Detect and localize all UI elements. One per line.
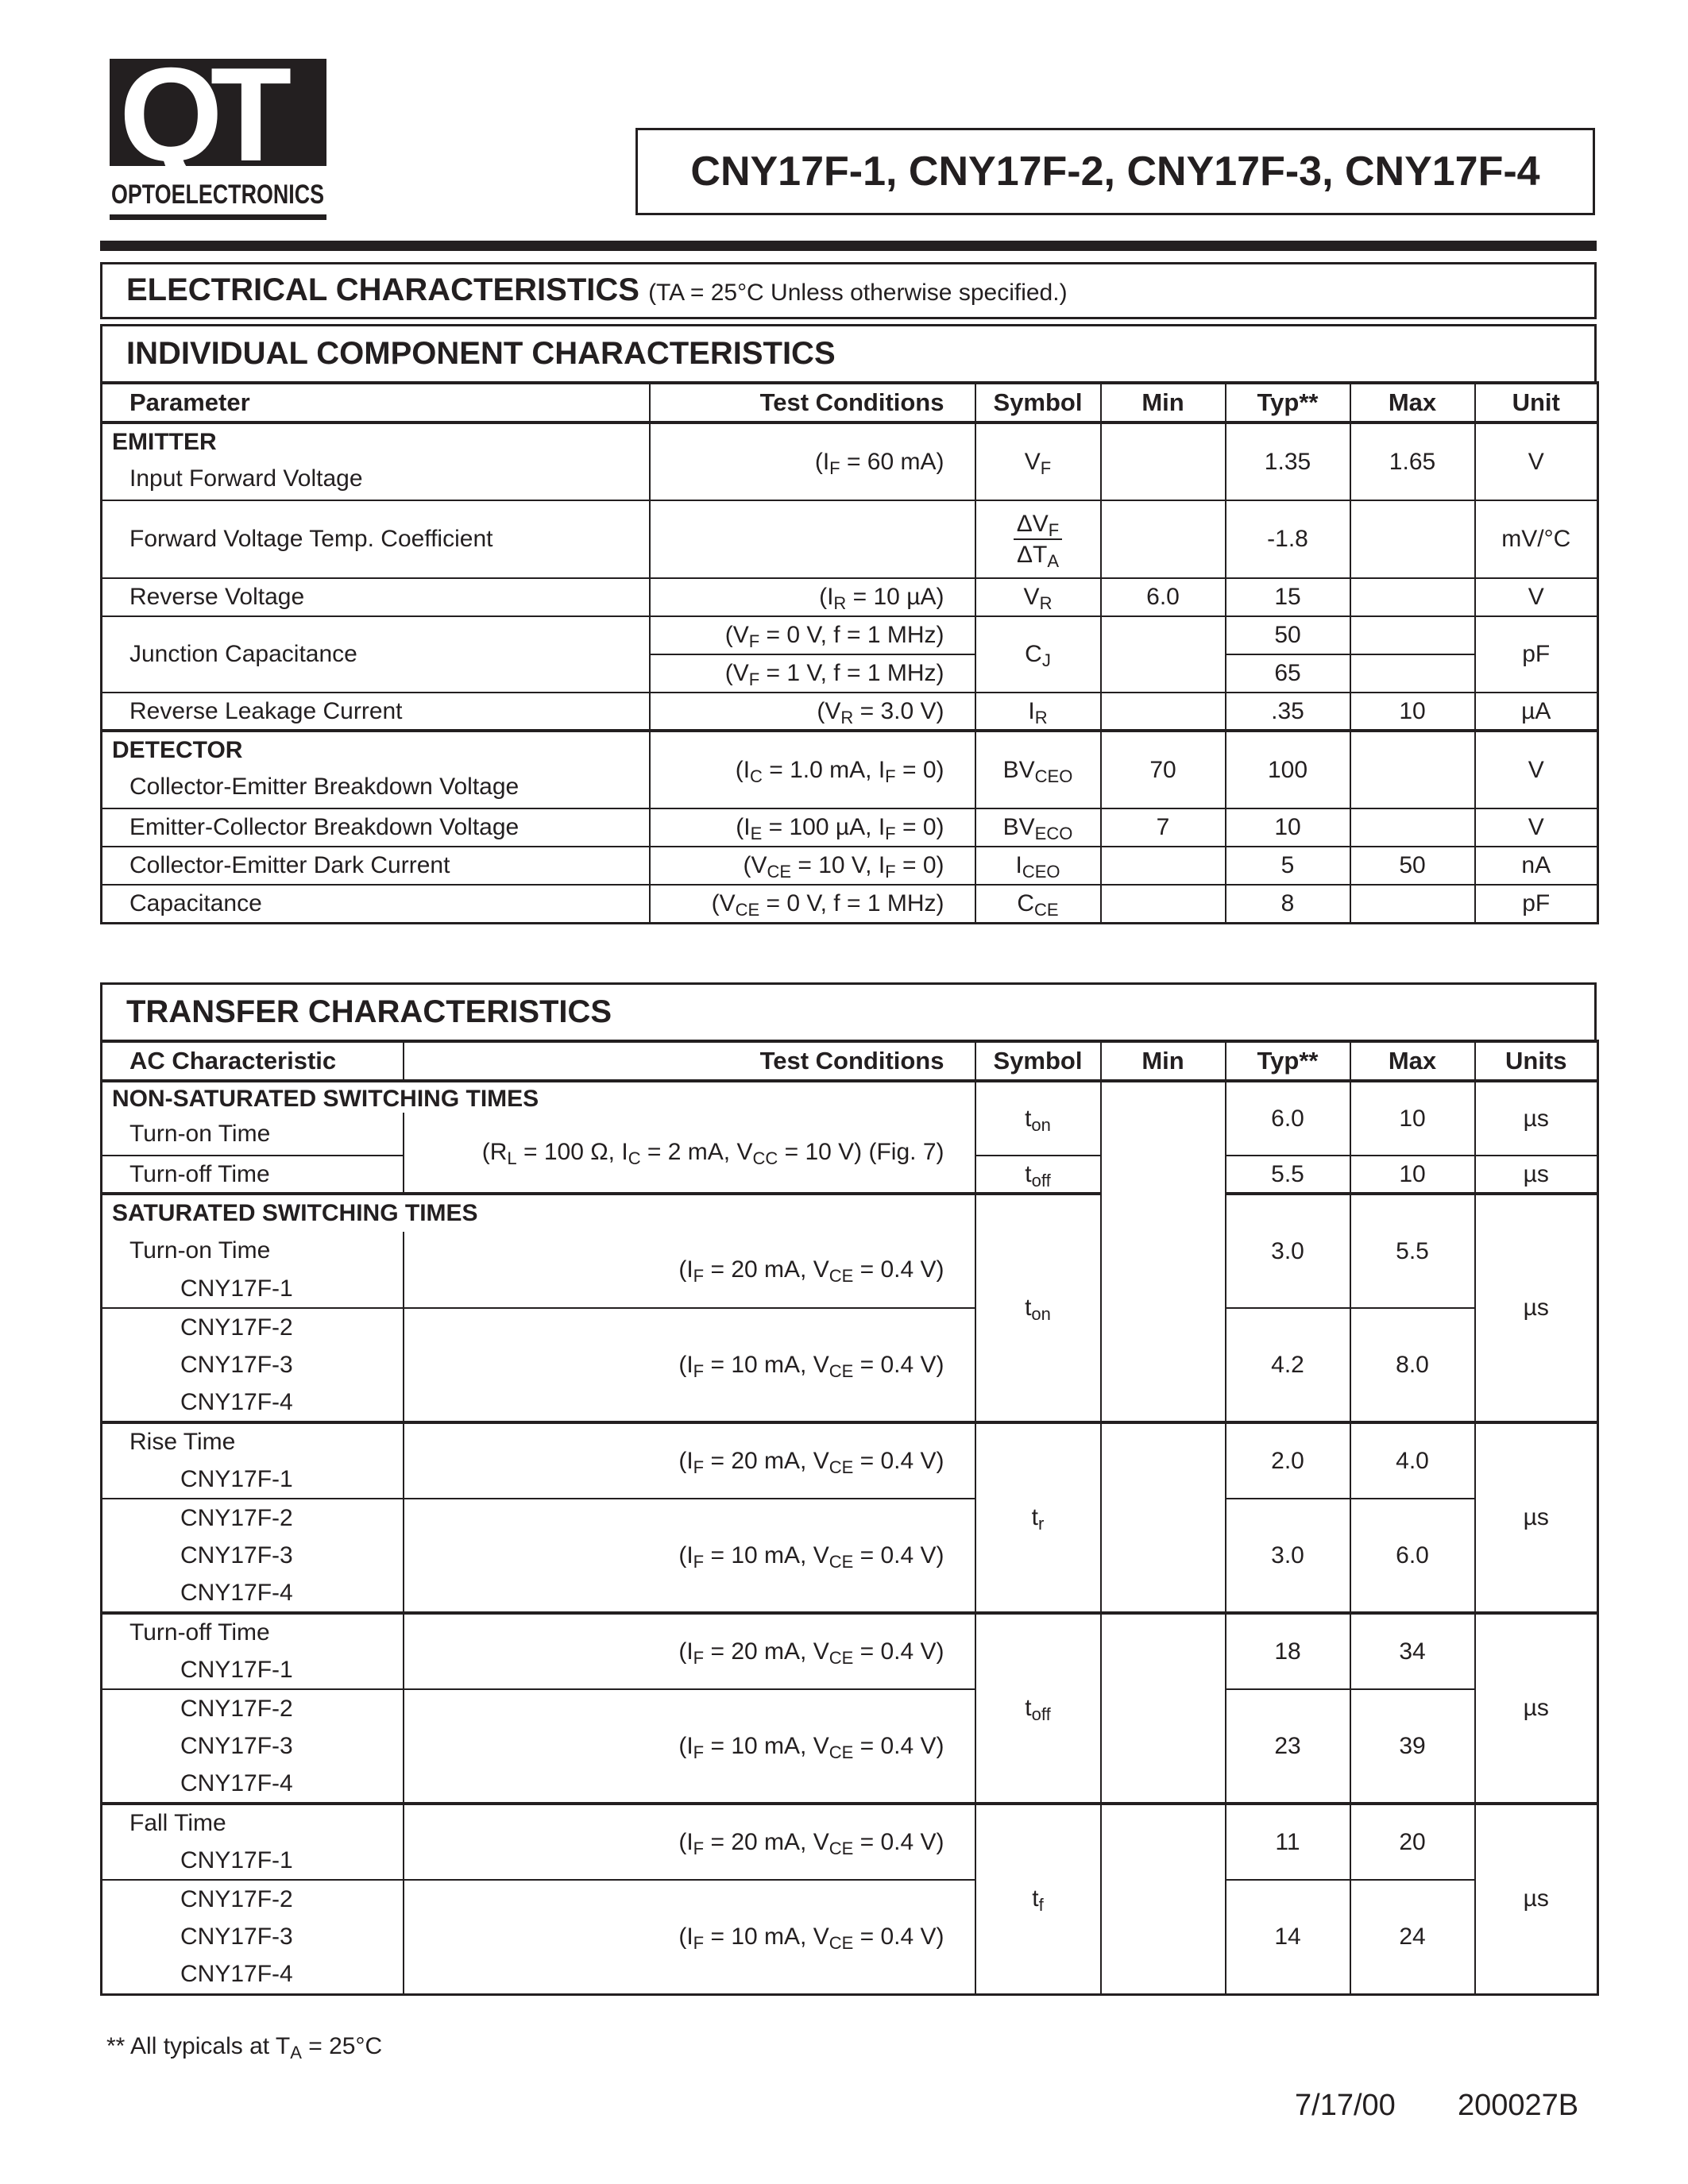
unit-value: V: [1475, 808, 1598, 847]
table-row: [102, 1194, 1598, 1232]
emitter-label: EMITTER: [112, 429, 217, 455]
part-label: CNY17F-2: [102, 1499, 404, 1537]
max-value: 10: [1350, 693, 1475, 731]
condition-label: ($I_F = 20$ mA, $V_{CE} = 0.4$ V): [678, 1828, 944, 1858]
document-date: 7/17/00: [1295, 2089, 1396, 2122]
param-label: Turn-on Time: [102, 1113, 404, 1156]
symbol-fraction: $\frac{\Delta V_F}{\Delta T_A}$: [1014, 509, 1063, 570]
table-row: [102, 885, 1598, 923]
table-row: [102, 1804, 1598, 1842]
condition-label: ($I_C = 1.0$ mA, $I_F = 0$): [735, 756, 944, 786]
col-min: Min: [1101, 383, 1226, 423]
max-value: 10: [1350, 1156, 1475, 1194]
table-row: [102, 1499, 1598, 1537]
typ-value: 5: [1226, 847, 1350, 885]
logo-graphic: [110, 40, 326, 226]
typ-value: 3.0: [1226, 1194, 1350, 1308]
part-label: CNY17F-3: [102, 1346, 404, 1384]
max-value: 39: [1350, 1689, 1475, 1804]
header-rule: [100, 241, 1597, 251]
unit-value: V: [1475, 731, 1598, 808]
symbol-label: $t_{off}$: [1025, 1695, 1051, 1724]
unit-value: pF: [1475, 885, 1598, 923]
condition-label: ($I_F = 10$ mA, $V_{CE} = 0.4$ V): [678, 1542, 944, 1572]
typ-value: -1.8: [1226, 500, 1350, 578]
param-label: Input Forward Voltage: [129, 465, 363, 492]
typ-value: 50: [1226, 616, 1350, 654]
symbol-label: $t_{on}$: [1025, 1295, 1051, 1324]
nonsat-label: NON-SATURATED SWITCHING TIMES: [102, 1081, 975, 1113]
condition-label: ($I_F = 10$ mA, $V_{CE} = 0.4$ V): [678, 1732, 944, 1762]
col-max: Max: [1350, 1041, 1475, 1081]
table-row: [102, 1308, 1598, 1346]
condition-label: ($V_R = 3.0$ V): [817, 697, 944, 727]
condition-label: ($I_F = 20$ mA, $V_{CE} = 0.4$ V): [678, 1447, 944, 1477]
max-value: 1.65: [1350, 423, 1475, 500]
unit-value: mV/°C: [1475, 500, 1598, 578]
part-label: CNY17F-3: [102, 1727, 404, 1765]
transfer-header-box: [100, 982, 1597, 1041]
unit-value: µs: [1475, 1081, 1598, 1156]
electrical-note: (TA = 25°C Unless otherwise specified.): [648, 280, 1068, 306]
min-value: 70: [1101, 731, 1226, 808]
title-box: [635, 128, 1595, 215]
logo-subtitle: OPTOELECTRONICS: [111, 179, 324, 210]
max-value: 24: [1350, 1880, 1475, 1994]
symbol-label: $C_J$: [1025, 641, 1051, 670]
param-label: Reverse Voltage: [102, 578, 650, 616]
typ-value: 8: [1226, 885, 1350, 923]
unit-value: nA: [1475, 847, 1598, 885]
qt-logo: [110, 40, 326, 226]
electrical-title: ELECTRICAL CHARACTERISTICS: [126, 272, 639, 307]
max-value: 34: [1350, 1613, 1475, 1689]
table-header-row: [102, 1041, 1598, 1081]
part-label: CNY17F-1: [102, 1842, 404, 1880]
param-label: Emitter-Collector Breakdown Voltage: [102, 808, 650, 847]
max-value: 4.0: [1350, 1422, 1475, 1499]
min-value: 7: [1101, 808, 1226, 847]
symbol-label: $t_r$: [1031, 1504, 1045, 1534]
part-label: CNY17F-4: [102, 1575, 404, 1613]
table-row: [102, 1081, 1598, 1113]
col-parameter: Parameter: [102, 383, 650, 423]
logo-letters: QT: [119, 40, 280, 189]
table-row: [102, 693, 1598, 731]
table-row: [102, 731, 1598, 808]
param-label: Turn-off Time: [102, 1613, 404, 1651]
col-test-conditions: Test Conditions: [650, 383, 975, 423]
col-typ: Typ**: [1226, 1041, 1350, 1081]
typ-value: 23: [1226, 1689, 1350, 1804]
col-max: Max: [1350, 383, 1475, 423]
col-ac-characteristic: AC Characteristic: [102, 1041, 404, 1081]
part-label: CNY17F-2: [102, 1880, 404, 1918]
typ-value: 10: [1226, 808, 1350, 847]
unit-value: µA: [1475, 693, 1598, 731]
col-symbol: Symbol: [975, 383, 1101, 423]
condition-label: ($I_F = 20$ mA, $V_{CE} = 0.4$ V): [678, 1256, 944, 1286]
col-min: Min: [1101, 1041, 1226, 1081]
param-label: Rise Time: [102, 1422, 404, 1461]
symbol-label: $I_{CEO}$: [1015, 852, 1060, 882]
typ-value: 65: [1226, 654, 1350, 693]
max-value: 20: [1350, 1804, 1475, 1880]
part-label: CNY17F-4: [102, 1384, 404, 1422]
part-label: CNY17F-1: [102, 1651, 404, 1689]
symbol-label: $BV_{CEO}$: [1002, 756, 1073, 786]
condition-label: ($I_R = 10$ µA): [819, 584, 944, 613]
document-title: CNY17F-1, CNY17F-2, CNY17F-3, CNY17F-4: [690, 149, 1540, 195]
param-label: Turn-off Time: [102, 1156, 404, 1194]
condition-label: ($I_F = 10$ mA, $V_{CE} = 0.4$ V): [678, 1351, 944, 1381]
max-value: 10: [1350, 1081, 1475, 1156]
param-label: Fall Time: [102, 1804, 404, 1842]
part-label: CNY17F-2: [102, 1689, 404, 1727]
typ-value: 1.35: [1226, 423, 1350, 500]
table-row: [102, 616, 1598, 654]
symbol-label: $V_F$: [1024, 448, 1052, 478]
typ-value: 100: [1226, 731, 1350, 808]
max-value: [1350, 578, 1475, 616]
typ-value: 6.0: [1226, 1081, 1350, 1156]
part-label: CNY17F-1: [102, 1270, 404, 1308]
typ-value: 5.5: [1226, 1156, 1350, 1194]
document-number: 200027B: [1458, 2089, 1579, 2122]
param-label: Reverse Leakage Current: [102, 693, 650, 731]
detector-label: DETECTOR: [112, 737, 243, 763]
typ-value: 14: [1226, 1880, 1350, 1994]
symbol-label: $t_f$: [1032, 1885, 1044, 1916]
unit-value: µs: [1475, 1156, 1598, 1194]
individual-header-box: [100, 324, 1597, 383]
typ-value: 18: [1226, 1613, 1350, 1689]
sat-label: SATURATED SWITCHING TIMES: [102, 1194, 975, 1232]
symbol-label: $V_R$: [1023, 584, 1053, 613]
typ-value: .35: [1226, 693, 1350, 731]
unit-value: µs: [1475, 1422, 1598, 1613]
condition-label: ($V_{CE} = 10$ V, $I_F = 0$): [743, 852, 944, 882]
condition-label: ($I_F = 60$ mA): [814, 448, 944, 478]
individual-table: [100, 381, 1599, 924]
col-symbol: Symbol: [975, 1041, 1101, 1081]
table-row: [102, 847, 1598, 885]
symbol-label: $BV_{ECO}$: [1002, 814, 1073, 843]
min-value: 6.0: [1101, 578, 1226, 616]
unit-value: µs: [1475, 1613, 1598, 1804]
param-label: Turn-on Time: [102, 1232, 404, 1270]
max-value: 5.5: [1350, 1194, 1475, 1308]
footnote: ** All typicals at $T_A = 25^\circ C$: [106, 2033, 383, 2062]
condition-label: ($R_L = 100$ Ω, $I_C = 2$ mA, $V_{CC} = 10$ V) (Fig. 7): [481, 1139, 944, 1168]
min-value: [1101, 423, 1226, 500]
max-value: 6.0: [1350, 1499, 1475, 1613]
table-row: [102, 1689, 1598, 1727]
table-row: [102, 1422, 1598, 1461]
transfer-table: [100, 1040, 1599, 1996]
col-units: Units: [1475, 1041, 1598, 1081]
max-value: 50: [1350, 847, 1475, 885]
table-row: [102, 423, 1598, 500]
max-value: 8.0: [1350, 1308, 1475, 1422]
part-label: CNY17F-3: [102, 1918, 404, 1956]
typ-value: 4.2: [1226, 1308, 1350, 1422]
unit-value: V: [1475, 578, 1598, 616]
table-header-row: [102, 383, 1598, 423]
param-label: Forward Voltage Temp. Coefficient: [102, 500, 650, 578]
condition-label: ($V_F = 1$ V, f = 1 MHz): [724, 660, 944, 689]
typ-value: 15: [1226, 578, 1350, 616]
table-row: [102, 1613, 1598, 1651]
part-label: CNY17F-1: [102, 1461, 404, 1499]
param-label: Junction Capacitance: [102, 616, 650, 693]
transfer-title: TRANSFER CHARACTERISTICS: [126, 994, 612, 1029]
col-unit: Unit: [1475, 383, 1598, 423]
table-row: [102, 500, 1598, 578]
typ-value: 11: [1226, 1804, 1350, 1880]
part-label: CNY17F-4: [102, 1765, 404, 1804]
param-label: Collector-Emitter Dark Current: [102, 847, 650, 885]
condition-label: ($I_F = 20$ mA, $V_{CE} = 0.4$ V): [678, 1638, 944, 1668]
table-row: [102, 578, 1598, 616]
symbol-label: $I_R$: [1028, 697, 1048, 727]
part-label: CNY17F-3: [102, 1537, 404, 1575]
electrical-header-box: [100, 262, 1597, 319]
param-label: Capacitance: [102, 885, 650, 923]
part-label: CNY17F-4: [102, 1956, 404, 1994]
unit-value: µs: [1475, 1804, 1598, 1994]
typ-value: 3.0: [1226, 1499, 1350, 1613]
symbol-label: $t_{on}$: [1025, 1105, 1051, 1135]
param-label: Collector-Emitter Breakdown Voltage: [129, 774, 520, 800]
col-test-conditions: Test Conditions: [404, 1041, 975, 1081]
table-row: [102, 808, 1598, 847]
condition-label: ($I_E = 100$ µA, $I_F = 0$): [736, 814, 944, 843]
col-typ: Typ**: [1226, 383, 1350, 423]
symbol-label: $t_{off}$: [1025, 1160, 1051, 1190]
table-row: [102, 1880, 1598, 1918]
individual-title: INDIVIDUAL COMPONENT CHARACTERISTICS: [126, 336, 836, 371]
condition-label: ($I_F = 10$ mA, $V_{CE} = 0.4$ V): [678, 1923, 944, 1953]
part-label: CNY17F-2: [102, 1308, 404, 1346]
unit-value: pF: [1475, 616, 1598, 693]
unit-value: V: [1475, 423, 1598, 500]
condition-label: ($V_F = 0$ V, f = 1 MHz): [724, 622, 944, 651]
condition-label: ($V_{CE} = 0$ V, f = 1 MHz): [711, 889, 944, 920]
typ-value: 2.0: [1226, 1422, 1350, 1499]
symbol-label: $C_{CE}$: [1017, 889, 1059, 920]
unit-value: µs: [1475, 1194, 1598, 1422]
